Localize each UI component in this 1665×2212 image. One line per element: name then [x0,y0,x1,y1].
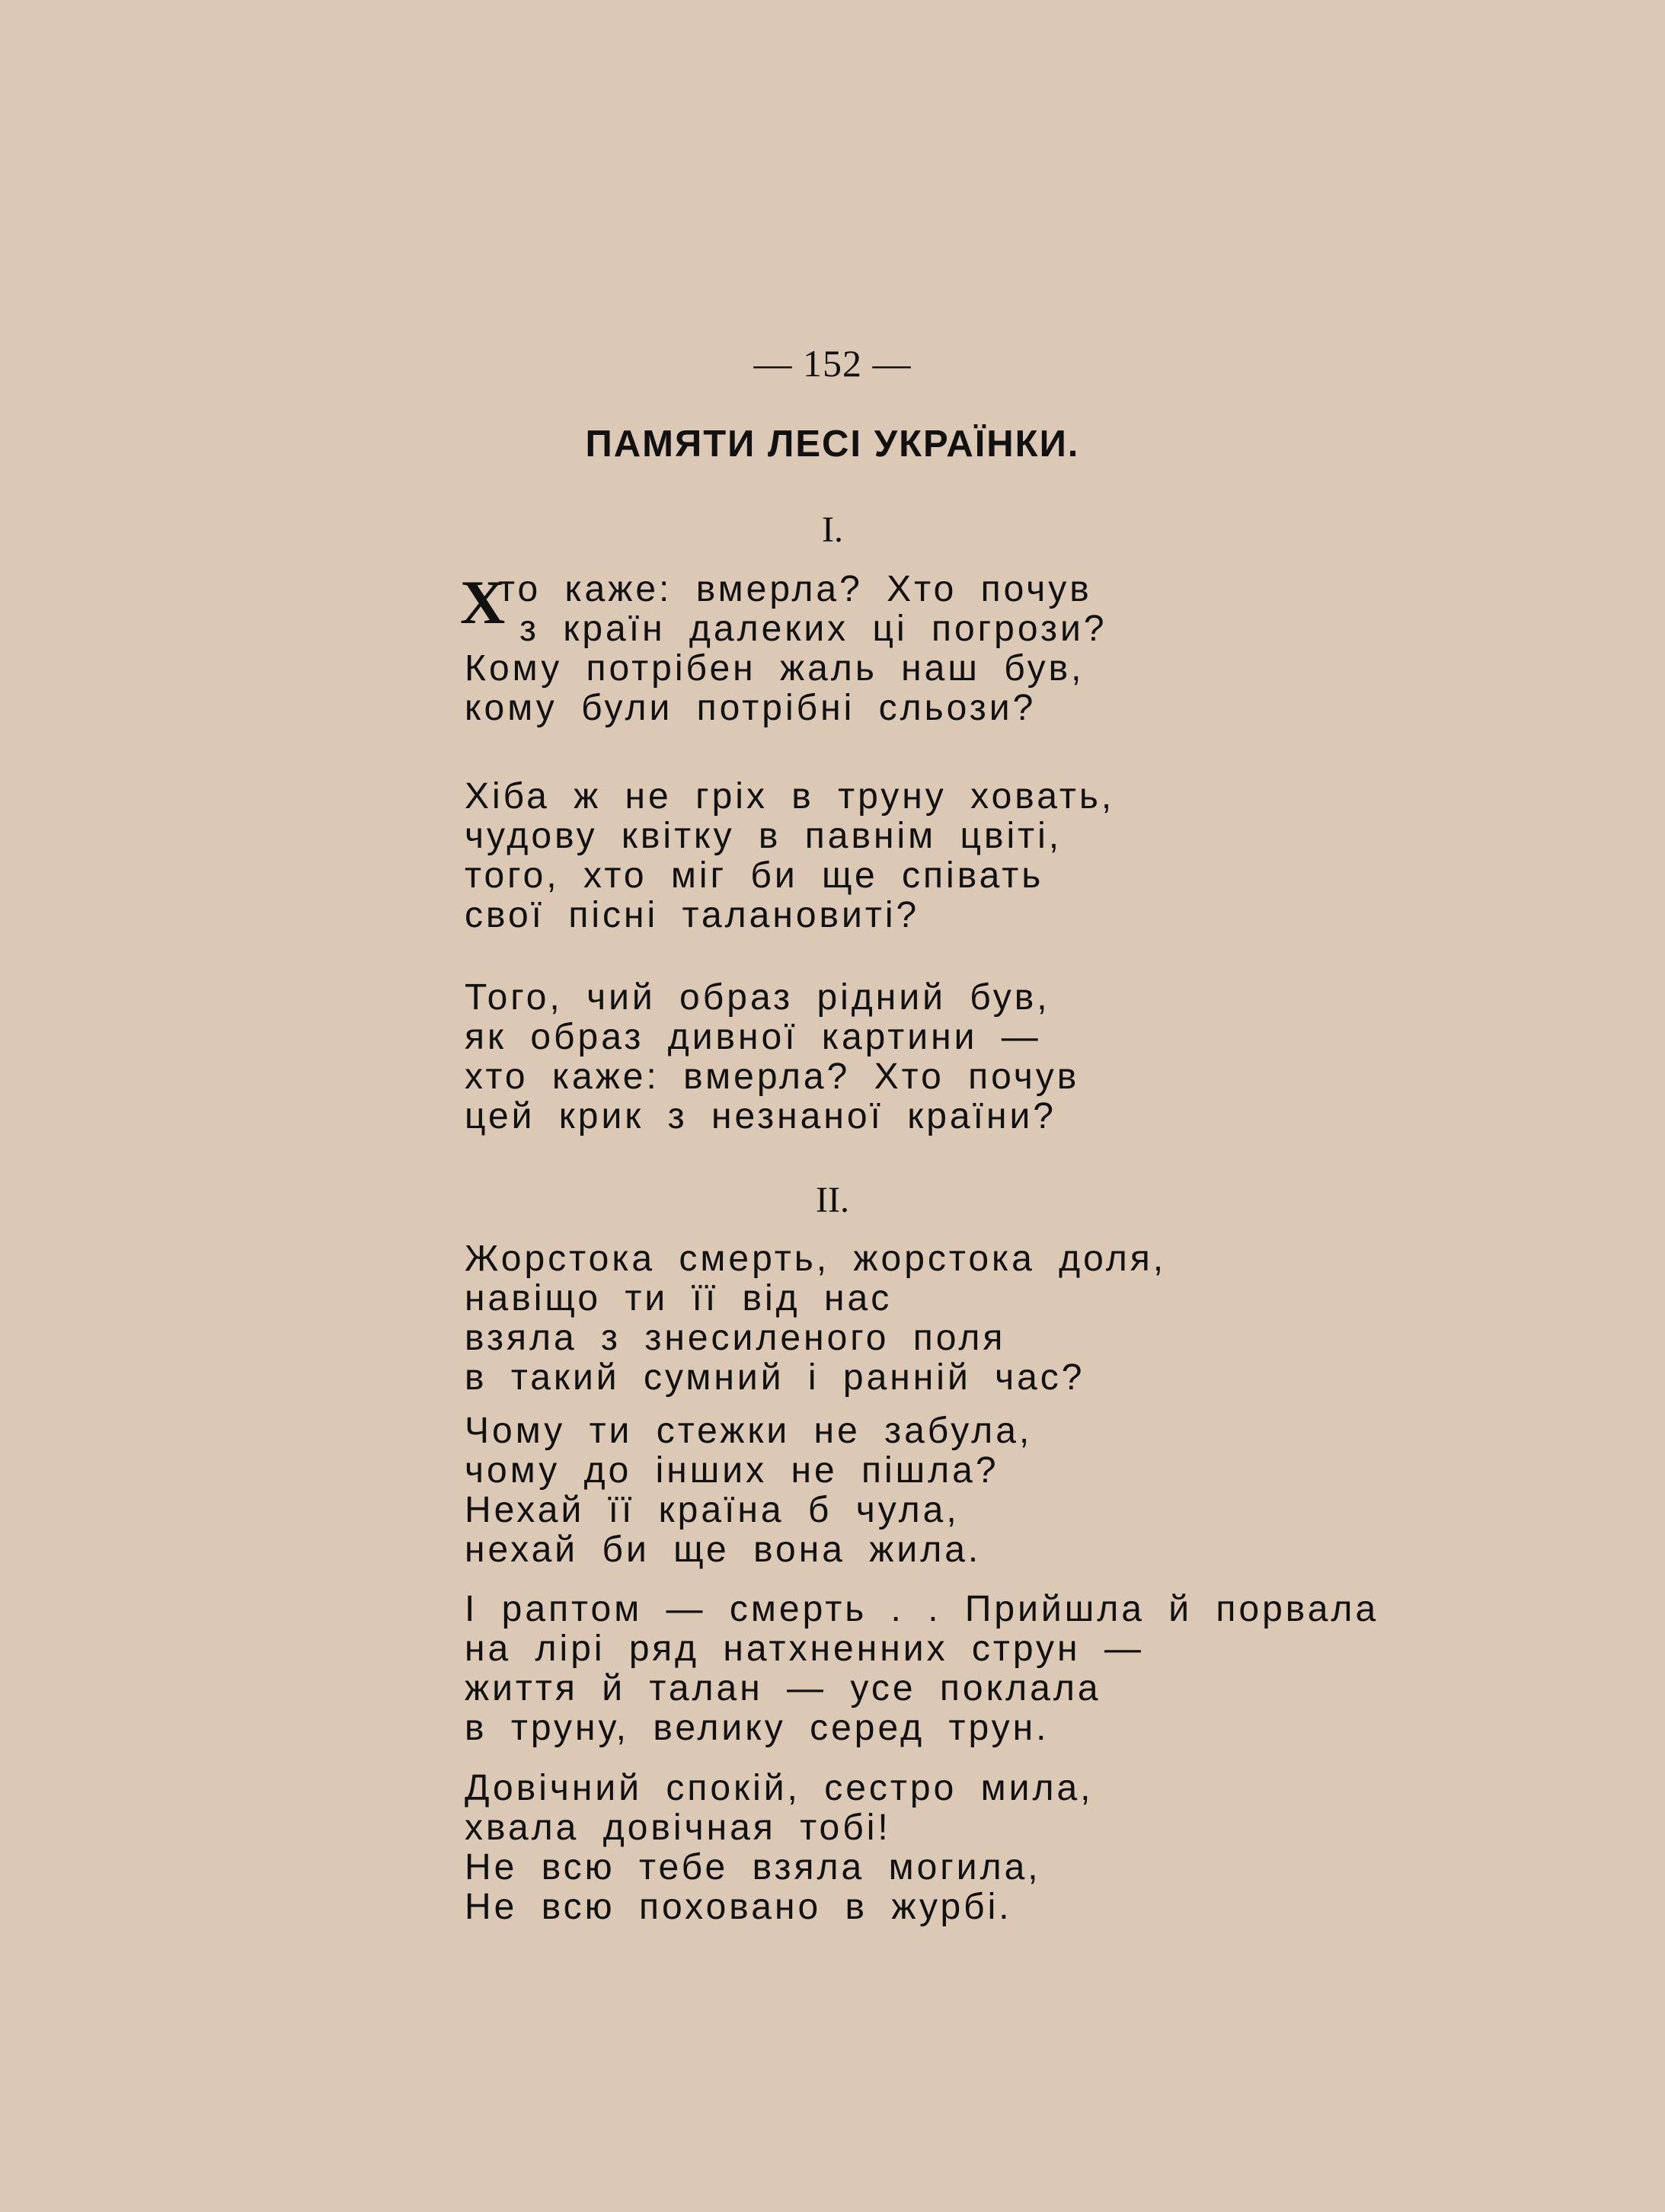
stanza-1-1 [460,567,1107,728]
poem-line: на лірі ряд натхненних струн — [465,1629,1144,1669]
poem-line: нехай би ще вона жила. [465,1530,982,1570]
stanza-1-2 [465,777,1114,935]
poem-line: хвала довічная тобі! [465,1808,891,1848]
poem-line: кому були потрібні сльози? [465,688,1037,728]
stanza-1-3 [465,978,1079,1136]
poem-line: Нехай її країна б чула, [465,1490,960,1530]
poem-line: взяла з знесиленого поля [465,1318,1006,1358]
poem-line: Не всю поховано в журбі. [465,1887,1012,1927]
stanza-2-1 [465,1239,1166,1398]
poem-line: чудову квітку в павнім цвіті, [465,816,1063,856]
poem-line: в такий сумний і ранній час? [465,1357,1085,1398]
poem-line: Чому ти стежки не забула, [465,1411,1033,1451]
poem-line: хто каже: вмерла? Хто почув [465,1056,1080,1097]
poem-line-text: то каже: вмерла? Хто почув [498,569,1092,609]
poem-line: Жорстока смерть, жорстока доля, [465,1239,1167,1279]
poem-line: життя й талан — усе поклала [465,1668,1101,1709]
page-number: — 152 — [753,342,912,385]
poem-line: Хіба ж не гріх в труну ховать, [465,776,1115,817]
poem-line: І раптом — смерть . . Прийшла й порвала [465,1589,1379,1629]
poem-line: навіщо ти її від нас [465,1278,893,1319]
poem-line: з країн далеких ці погрози? [519,609,1107,649]
poem-line: Не всю тебе взяла могила, [465,1847,1041,1888]
poem-line: як образ дивної картини — [465,1017,1041,1057]
poem-line: Довічний спокій, сестро мила, [465,1768,1094,1808]
poem-line: Кому потрібен жаль наш був, [465,648,1085,689]
poem-line: чому до інших не пішла? [465,1450,999,1491]
stanza-2-4 [465,1769,1093,1927]
poem-line: в труну, велику серед трун. [465,1708,1050,1748]
section-numeral-1: I. [822,510,843,550]
poem-title: ПАМЯТИ ЛЕСІ УКРАЇНКИ. [585,424,1080,465]
poem-line: цей крик з незнаної країни? [465,1096,1056,1136]
stanza-2-3 [465,1590,1379,1748]
stanza-2-2 [465,1411,1032,1570]
poem-line: свої пісні талановиті? [465,895,920,935]
drop-initial: Х [460,567,506,637]
poem-line: того, хто міг би ще співать [465,855,1044,896]
poem-line: Того, чий образ рідний був, [465,977,1050,1018]
section-numeral-2: II. [816,1180,849,1220]
